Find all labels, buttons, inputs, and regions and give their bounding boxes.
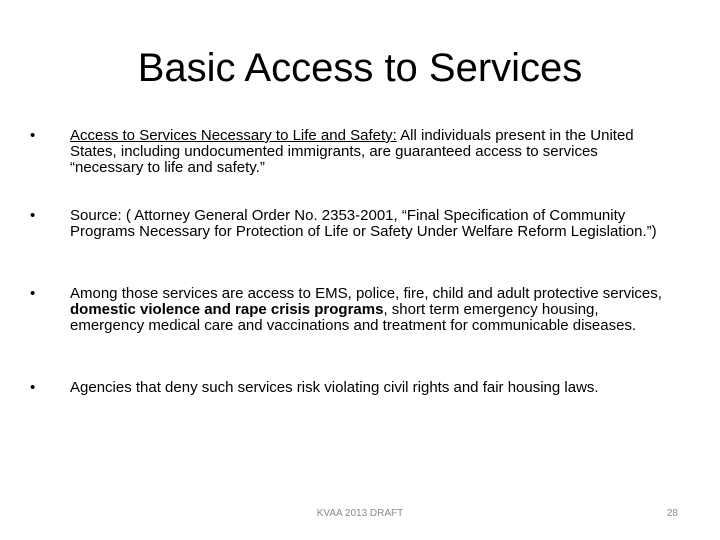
slide-title: Basic Access to Services — [137, 46, 583, 90]
bullet-text: Source: ( Attorney General Order No. 2353-2001, “Final Specification of Community Programs Necessary for Protection of Life or Safety Under Welfare Reform Legislation.”) — [70, 207, 657, 240]
bullet-text — [70, 286, 670, 334]
bullet-heading-underlined: Access to Services Necessary to Life and Safety: — [70, 127, 397, 144]
bullet-marker: • — [30, 207, 36, 224]
bullet-body-after: , short term emergency housing, emergency medical care and vaccinations and treatment for communicable diseases. — [70, 301, 637, 334]
bullet-marker: • — [30, 379, 36, 396]
page-number: 28 — [666, 508, 678, 519]
bullet-bold-phrase: domestic violence and rape crisis programs — [70, 301, 384, 318]
bullet-text: Agencies that deny such services risk violating civil rights and fair housing laws. — [70, 379, 599, 396]
bullet-body-before: Among those services are access to EMS, police, fire, child and adult protective services, — [70, 285, 662, 302]
bullet-text — [70, 128, 670, 176]
footer-text: KVAA 2013 DRAFT — [316, 508, 404, 519]
bullet-body: All individuals present in the United States, including undocumented immigrants, are guaranteed access to services “necessary to life and safety.” — [70, 127, 634, 176]
bullet-marker: • — [30, 285, 36, 302]
bullet-marker: • — [30, 127, 36, 144]
